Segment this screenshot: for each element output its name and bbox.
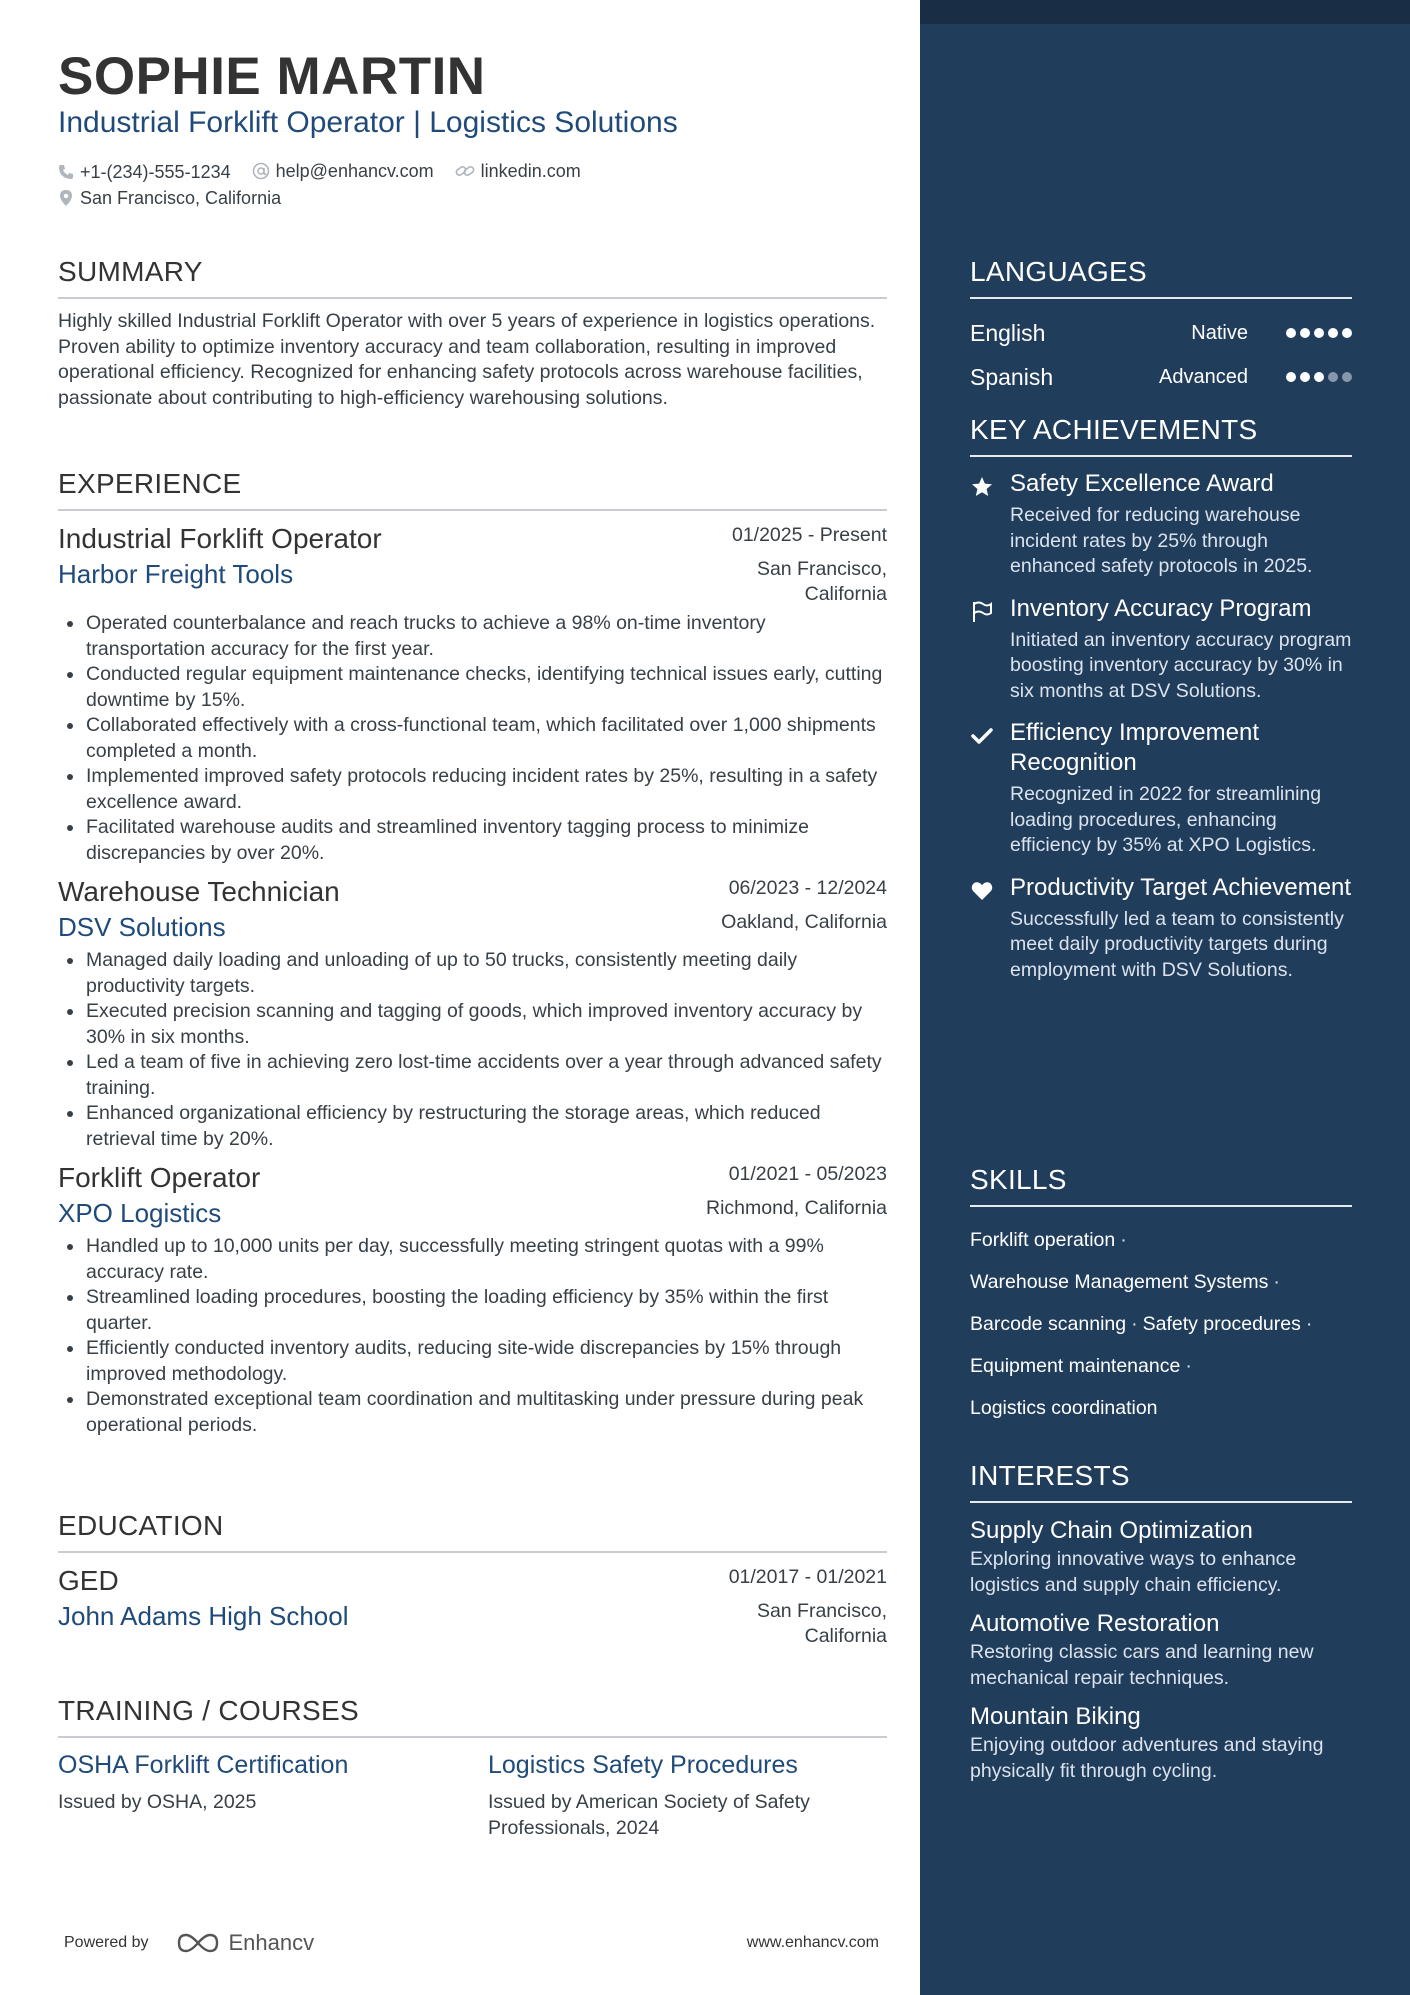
interest-desc: Enjoying outdoor adventures and staying physically fit through cycling. — [970, 1734, 1324, 1782]
email-contact[interactable] — [252, 158, 434, 184]
contact-info — [58, 158, 888, 212]
phone-text: +1-(234)-555-1234 — [80, 161, 231, 182]
job-entry — [58, 1160, 887, 1438]
course-desc: Issued by OSHA, 2025 — [58, 1791, 257, 1813]
flag-icon — [970, 600, 994, 624]
degree: GED — [58, 1565, 119, 1596]
powered-by — [64, 1930, 314, 1956]
website-contact[interactable] — [455, 158, 581, 184]
summary-text: Highly skilled Industrial Forklift Operator with over 5 years of experience in logistics operations. Proven ability to optimize inventory accuracy and team collaboration, resulting in improved operational efficiency. Recognized for enhancing safety protocols across warehouse facilities, passionate about contributing to high-efficiency warehousing solutions. — [58, 310, 876, 409]
languages-section — [970, 256, 1352, 399]
job-title: Forklift Operator — [58, 1162, 261, 1193]
skill-item: Forklift operation — [970, 1229, 1116, 1251]
job-location: San Francisco, California — [756, 558, 887, 605]
brand-logo[interactable] — [175, 1930, 315, 1956]
bullet-item: Led a team of five in achieving zero lost-time accidents over a year through advanced safety training. — [58, 1050, 887, 1101]
school-name: John Adams High School — [58, 1601, 349, 1631]
course-item — [488, 1748, 887, 1841]
bullet-item: Implemented improved safety protocols reducing incident rates by 25%, resulting in a safety excellence award. — [58, 764, 887, 815]
skill-item: Warehouse Management Systems — [970, 1271, 1269, 1293]
language-row — [970, 355, 1352, 399]
course-desc: Issued by American Society of Safety Professionals, 2024 — [488, 1791, 810, 1839]
language-level: Advanced — [1159, 365, 1248, 388]
rating-dot-filled — [1286, 372, 1296, 382]
link-icon — [455, 162, 475, 180]
language-row — [970, 311, 1352, 355]
job-location: Oakland, California — [721, 911, 887, 933]
bullet-item: Streamlined loading procedures, boosting the loading efficiency by 35% within the first quarter. — [58, 1285, 887, 1336]
heart-icon — [970, 879, 994, 903]
education-dates: 01/2017 - 01/2021 — [728, 1566, 887, 1588]
summary-title: SUMMARY — [58, 256, 887, 299]
course-title: OSHA Forklift Certification — [58, 1751, 349, 1779]
skill-item: Logistics coordination — [970, 1397, 1158, 1419]
achievement-item — [970, 718, 1352, 859]
bullet-item: Efficiently conducted inventory audits, reducing site-wide discrepancies by 15% through improved methodology. — [58, 1336, 887, 1387]
location-text: San Francisco, California — [80, 187, 282, 208]
rating-dot-filled — [1314, 328, 1324, 338]
achievement-desc: Recognized in 2022 for streamlining loading procedures, enhancing efficiency by 35% at XPO Logistics. — [1010, 783, 1322, 856]
achievement-item — [970, 594, 1352, 705]
job-dates: 01/2025 - Present — [731, 524, 887, 546]
rating-dot-empty — [1328, 372, 1338, 382]
phone-icon — [58, 164, 74, 180]
bullet-item: Operated counterbalance and reach trucks to achieve a 98% on-time inventory transportation accuracy for the first year. — [58, 611, 887, 662]
interest-item — [970, 1608, 1352, 1691]
interest-title: Mountain Biking — [970, 1703, 1141, 1730]
candidate-name: SOPHIE MARTIN — [58, 47, 486, 106]
achievement-title: Productivity Target Achievement — [1010, 873, 1352, 901]
language-name: English — [970, 319, 1046, 346]
skill-item: Equipment maintenance — [970, 1355, 1181, 1377]
check-icon — [970, 724, 994, 748]
training-section — [58, 1695, 887, 1841]
brand-name: Enhancv — [228, 1930, 315, 1955]
education-title: EDUCATION — [58, 1510, 887, 1553]
experience-title: EXPERIENCE — [58, 468, 887, 511]
at-icon — [252, 162, 270, 180]
bullet-item: Enhanced organizational efficiency by restructuring the storage areas, which reduced retrieval time by 20%. — [58, 1101, 887, 1152]
achievements-section — [970, 414, 1352, 997]
training-title: TRAINING / COURSES — [58, 1695, 887, 1738]
footer-url[interactable]: www.enhancv.com — [746, 1934, 879, 1951]
achievement-item — [970, 873, 1352, 984]
rating-dot-filled — [1314, 372, 1324, 382]
interest-desc: Exploring innovative ways to enhance logistics and supply chain efficiency. — [970, 1548, 1297, 1596]
job-entry — [58, 874, 887, 1152]
job-bullets — [58, 1234, 887, 1438]
bullet-item: Conducted regular equipment maintenance checks, identifying technical issues early, cutting downtime by 15%. — [58, 662, 887, 713]
course-item — [58, 1748, 488, 1841]
star-icon — [970, 475, 994, 499]
rating-dot-empty — [1342, 372, 1352, 382]
email-text: help@enhancv.com — [275, 160, 434, 181]
interest-item — [970, 1515, 1352, 1598]
company-name: DSV Solutions — [58, 912, 226, 942]
skills-title: SKILLS — [970, 1164, 1352, 1207]
language-rating — [1282, 372, 1352, 382]
bullet-item: Handled up to 10,000 units per day, successfully meeting stringent quotas with a 99% accuracy rate. — [58, 1234, 887, 1285]
job-bullets — [58, 611, 887, 866]
job-bullets — [58, 948, 887, 1152]
location-contact — [58, 185, 281, 211]
sidebar — [920, 0, 1410, 1995]
skill-item: Safety procedures — [1142, 1313, 1301, 1335]
job-title: Warehouse Technician — [58, 876, 340, 907]
enhancv-logo-icon — [175, 1931, 221, 1955]
interest-item — [970, 1701, 1352, 1784]
interest-title: Automotive Restoration — [970, 1610, 1220, 1637]
job-dates: 01/2021 - 05/2023 — [728, 1163, 887, 1185]
bullet-item: Managed daily loading and unloading of up to 50 trucks, consistently meeting daily productivity targets. — [58, 948, 887, 999]
job-location: Richmond, California — [706, 1197, 887, 1219]
interest-title: Supply Chain Optimization — [970, 1517, 1253, 1544]
location-pin-icon — [58, 189, 74, 207]
rating-dot-filled — [1328, 328, 1338, 338]
skill-item: Barcode scanning — [970, 1313, 1127, 1335]
interests-title: INTERESTS — [970, 1460, 1352, 1503]
interests-section — [970, 1460, 1352, 1794]
rating-dot-filled — [1300, 372, 1310, 382]
phone-contact[interactable] — [58, 159, 231, 185]
achievement-desc: Initiated an inventory accuracy program boosting inventory accuracy by 30% in six months at DSV Solutions. — [1010, 628, 1352, 702]
sidebar-top-strip — [920, 0, 1410, 24]
job-title: Industrial Forklift Operator — [58, 523, 382, 554]
bullet-item: Executed precision scanning and tagging of goods, which improved inventory accuracy by 30% in six months. — [58, 999, 887, 1050]
footer — [64, 1928, 879, 1958]
education-location: San Francisco, California — [756, 1600, 887, 1647]
achievement-desc: Successfully led a team to consistently meet daily productivity targets during employment with DSV Solutions. — [1010, 907, 1344, 981]
bullet-item: Collaborated effectively with a cross-functional team, which facilitated over 1,000 shipments completed a month. — [58, 713, 887, 764]
summary-section — [58, 256, 887, 411]
bullet-item: Demonstrated exceptional team coordination and multitasking under pressure during peak operational periods. — [58, 1387, 887, 1438]
job-entry — [58, 521, 887, 866]
skills-section — [970, 1164, 1352, 1429]
company-name: Harbor Freight Tools — [58, 559, 294, 589]
achievement-title: Efficiency Improvement Recognition — [1010, 719, 1259, 776]
interest-desc: Restoring classic cars and learning new mechanical repair techniques. — [970, 1641, 1314, 1689]
powered-by-label: Powered by — [64, 1934, 149, 1951]
achievement-title: Inventory Accuracy Program — [1010, 594, 1312, 622]
language-name: Spanish — [970, 363, 1054, 390]
website-text: linkedin.com — [480, 160, 581, 181]
achievement-item — [970, 469, 1352, 580]
languages-title: LANGUAGES — [970, 256, 1352, 299]
achievement-title: Safety Excellence Award — [1010, 470, 1274, 497]
headline: Industrial Forklift Operator | Logistics Solutions — [58, 106, 678, 139]
course-title: Logistics Safety Procedures — [488, 1751, 798, 1779]
skills-list: Forklift operation · Warehouse Management Systems · Barcode scanning · Safety procedures · Equipment maintenance · Logistics coordination — [970, 1229, 1313, 1419]
achievements-title: KEY ACHIEVEMENTS — [970, 414, 1352, 457]
rating-dot-filled — [1342, 328, 1352, 338]
rating-dot-filled — [1286, 328, 1296, 338]
achievement-desc: Received for reducing warehouse incident rates by 25% through enhanced safety protocols in 2025. — [1010, 504, 1313, 577]
experience-section — [58, 468, 887, 1446]
language-level: Native — [1191, 321, 1248, 344]
bullet-item: Facilitated warehouse audits and streamlined inventory tagging process to minimize discrepancies by over 20%. — [58, 815, 887, 866]
education-section — [58, 1510, 887, 1649]
job-dates: 06/2023 - 12/2024 — [728, 877, 887, 899]
rating-dot-filled — [1300, 328, 1310, 338]
company-name: XPO Logistics — [58, 1198, 222, 1228]
language-rating — [1282, 328, 1352, 338]
